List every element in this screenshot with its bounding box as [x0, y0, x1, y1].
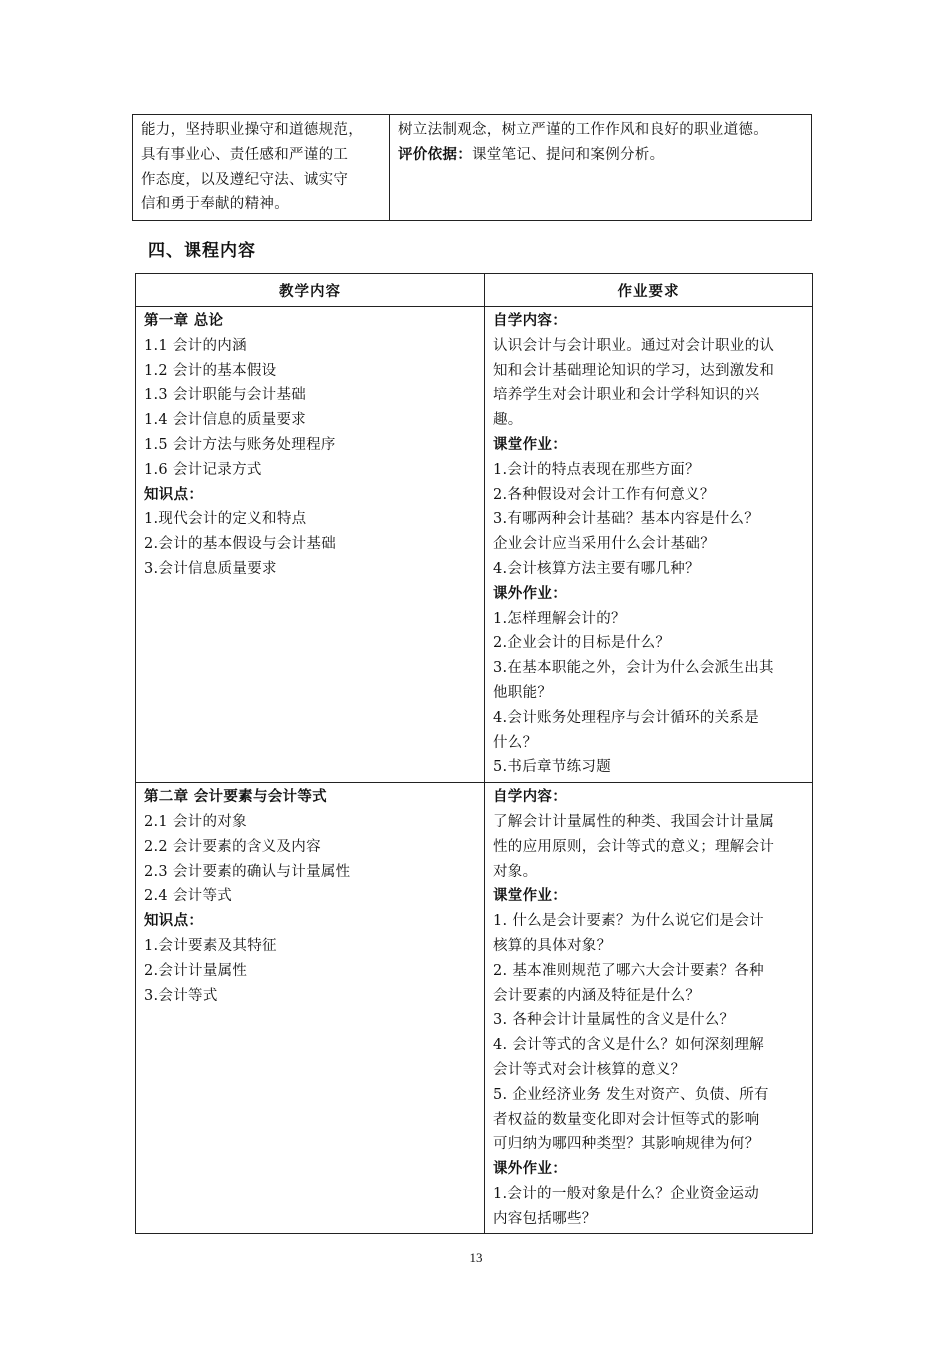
header-teaching-content: 教学内容 [136, 274, 485, 307]
evaluation-cell [390, 115, 812, 221]
evaluation-line [398, 143, 803, 168]
header-homework-requirements: 作业要求 [485, 274, 813, 307]
text-line: 2.企业会计的目标是什么？ [493, 635, 671, 652]
text-line: 他职能？ [493, 684, 553, 701]
chapter-1-row [136, 307, 813, 783]
evaluation-label: 评价依据： [398, 145, 472, 163]
text-line: 知和会计基础理论知识的学习，达到激发和 [493, 362, 775, 379]
list-item: 1.会计要素及其特征 [144, 937, 277, 954]
chapter-2-row [136, 783, 813, 1234]
list-item: 3.会计信息质量要求 [144, 560, 277, 577]
text-line: 3. 各种会计计量属性的含义是什么？ [493, 1012, 735, 1029]
list-item: 2.1 会计的对象 [144, 813, 247, 830]
text-line: 者权益的数量变化即对会计恒等式的影响 [493, 1111, 760, 1128]
text-line: 1.会计的特点表现在那些方面？ [493, 461, 700, 478]
chapter-title: 第二章 会计要素与会计等式 [144, 788, 327, 806]
list-item: 1.1 会计的内涵 [144, 337, 247, 354]
page-number: 13 [469, 1250, 483, 1265]
text-line: 会计等式对会计核算的意义？ [493, 1061, 686, 1078]
objectives-table-continued [132, 114, 812, 221]
chapter-1-homework [485, 307, 813, 783]
text-line: 1.怎样理解会计的？ [493, 610, 626, 627]
chapter-2-homework [485, 783, 813, 1234]
text-line: 认识会计与会计职业。通过对会计职业的认 [493, 337, 775, 354]
chapter-2-content [136, 783, 485, 1234]
header-row [136, 274, 813, 307]
text-line: 培养学生对会计职业和会计学科知识的兴 [493, 387, 760, 404]
self-study-label: 自学内容： [493, 788, 567, 806]
text-line: 3.在基本职能之外，会计为什么会派生出其 [493, 660, 774, 677]
list-item: 1.2 会计的基本假设 [144, 362, 277, 379]
classwork-label: 课堂作业： [493, 887, 567, 905]
text-line: 企业会计应当采用什么会计基础？ [493, 536, 715, 553]
list-item: 1.4 会计信息的质量要求 [144, 412, 307, 429]
text-line: 5.书后章节练习题 [493, 759, 612, 776]
text-line: 4.会计账务处理程序与会计循环的关系是 [493, 709, 760, 726]
evaluation-text: 课堂笔记、提问和案例分析。 [472, 146, 665, 163]
chapter-1-content [136, 307, 485, 783]
text-line: 2.各种假设对会计工作有何意义？ [493, 486, 715, 503]
text-line: 可归纳为哪四种类型？其影响规律为何？ [493, 1136, 760, 1153]
list-item: 2.2 会计要素的含义及内容 [144, 838, 321, 855]
table-row [133, 115, 812, 221]
chapter-title: 第一章 总论 [144, 312, 224, 329]
homework-label: 课外作业： [493, 1160, 567, 1178]
list-item: 1.5 会计方法与账务处理程序 [144, 436, 336, 453]
text-line: 信和勇于奉献的精神。 [141, 196, 289, 213]
objective-cell [133, 115, 390, 221]
text-line: 对象。 [493, 863, 538, 880]
text-line: 核算的具体对象？ [493, 937, 612, 954]
self-study-label: 自学内容： [493, 312, 567, 329]
list-item: 1.现代会计的定义和特点 [144, 511, 307, 528]
text-line: 树立法制观念，树立严谨的工作作风和良好的职业道德。 [398, 122, 768, 138]
text-line: 内容包括哪些？ [493, 1210, 597, 1227]
knowledge-points-label: 知识点： [144, 912, 204, 930]
list-item: 3.会计等式 [144, 987, 218, 1004]
text-line: 什么？ [493, 734, 538, 751]
text-line: 4.会计核算方法主要有哪几种？ [493, 560, 700, 577]
list-item: 2.3 会计要素的确认与计量属性 [144, 863, 351, 880]
text-line: 5. 企业经济业务 发生对资产、负债、所有 [493, 1086, 769, 1103]
text-line: 能力，坚持职业操守和道德规范， [141, 122, 363, 138]
section-title: 四、课程内容 [148, 241, 256, 261]
text-line: 趣。 [493, 412, 523, 429]
knowledge-points-label: 知识点： [144, 485, 204, 503]
course-content-table [135, 273, 813, 1234]
homework-label: 课外作业： [493, 584, 567, 602]
text-line: 1.会计的一般对象是什么？企业资金运动 [493, 1185, 760, 1202]
classwork-label: 课堂作业： [493, 435, 567, 453]
text-line: 了解会计计量属性的种类、我国会计计量属 [493, 813, 775, 830]
text-line: 1. 什么是会计要素？为什么说它们是会计 [493, 913, 764, 930]
list-item: 2.会计的基本假设与会计基础 [144, 536, 337, 553]
text-line: 作态度，以及遵纪守法、诚实守 [141, 171, 349, 188]
text-line: 具有事业心、责任感和严谨的工 [141, 146, 349, 163]
list-item: 1.6 会计记录方式 [144, 461, 262, 478]
text-line: 3.有哪两种会计基础？基本内容是什么？ [493, 511, 760, 528]
list-item: 1.3 会计职能与会计基础 [144, 387, 307, 404]
text-line: 4. 会计等式的含义是什么？如何深刻理解 [493, 1037, 764, 1054]
list-item: 2.4 会计等式 [144, 888, 233, 905]
text-line: 性的应用原则，会计等式的意义；理解会计 [493, 838, 775, 855]
list-item: 2.会计计量属性 [144, 962, 248, 979]
text-line: 会计要素的内涵及特征是什么？ [493, 987, 701, 1004]
text-line: 2. 基本准则规范了哪六大会计要素？各种 [493, 962, 764, 979]
